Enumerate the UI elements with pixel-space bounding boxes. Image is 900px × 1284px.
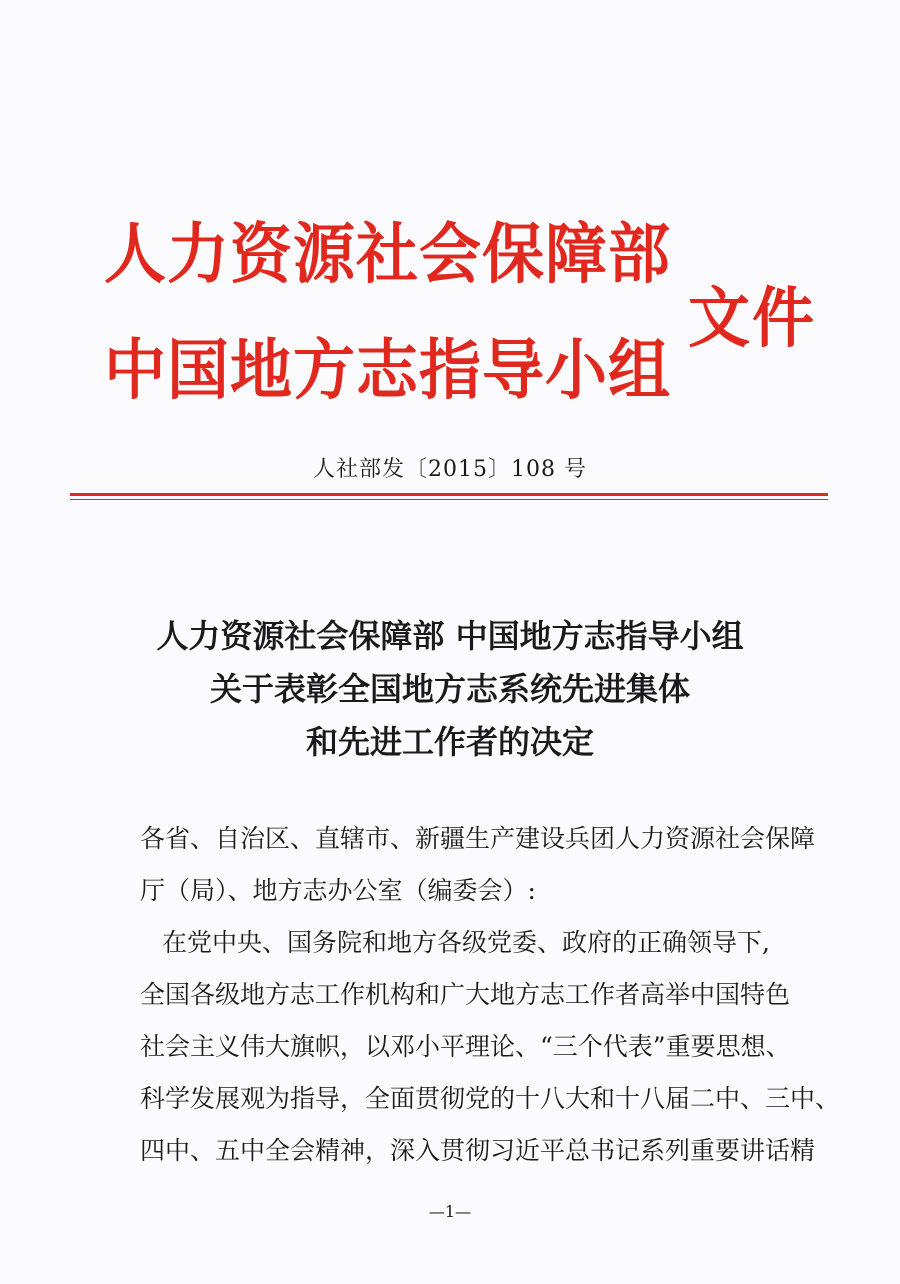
issuer-line-1: 人力资源社会保障部 [104, 215, 672, 293]
body-line-addressee-2: 厅（局）、地方志办公室（编委会）: [140, 876, 536, 905]
red-divider-rule [70, 493, 828, 503]
issuer-line-2: 中国地方志指导小组 [104, 331, 672, 409]
body-line-4: 全国各级地方志工作机构和广大地方志工作者高举中国特色 [140, 980, 791, 1009]
red-rule-thick [70, 493, 828, 496]
page-number: —1— [428, 1202, 472, 1221]
body-line-7: 四中、五中全会精神，深入贯彻习近平总书记系列重要讲话精 [140, 1136, 816, 1165]
title-line-3: 和先进工作者的决定 [305, 723, 594, 761]
body-line-3: 在党中央、国务院和地方各级党委、政府的正确领导下, [162, 928, 770, 957]
red-rule-thin [70, 499, 828, 500]
body-line-5: 社会主义伟大旗帜，以邓小平理论、“三个代表”重要思想、 [140, 1032, 791, 1061]
title-line-1: 人力资源社会保障部 中国地方志指导小组 [156, 617, 744, 655]
issuer-suffix: 文件 [688, 279, 817, 357]
body-line-6: 科学发展观为指导，全面贯彻党的十八大和十八届二中、三中、 [140, 1084, 841, 1113]
document-title [0, 610, 900, 769]
body-line-addressee-1: 各省、自治区、直辖市、新疆生产建设兵团人力资源社会保障 [140, 824, 816, 853]
document-number: 人社部发〔2015〕108 号 [313, 457, 587, 482]
document-body [140, 813, 841, 1177]
title-line-2: 关于表彰全国地方志系统先进集体 [209, 670, 690, 708]
